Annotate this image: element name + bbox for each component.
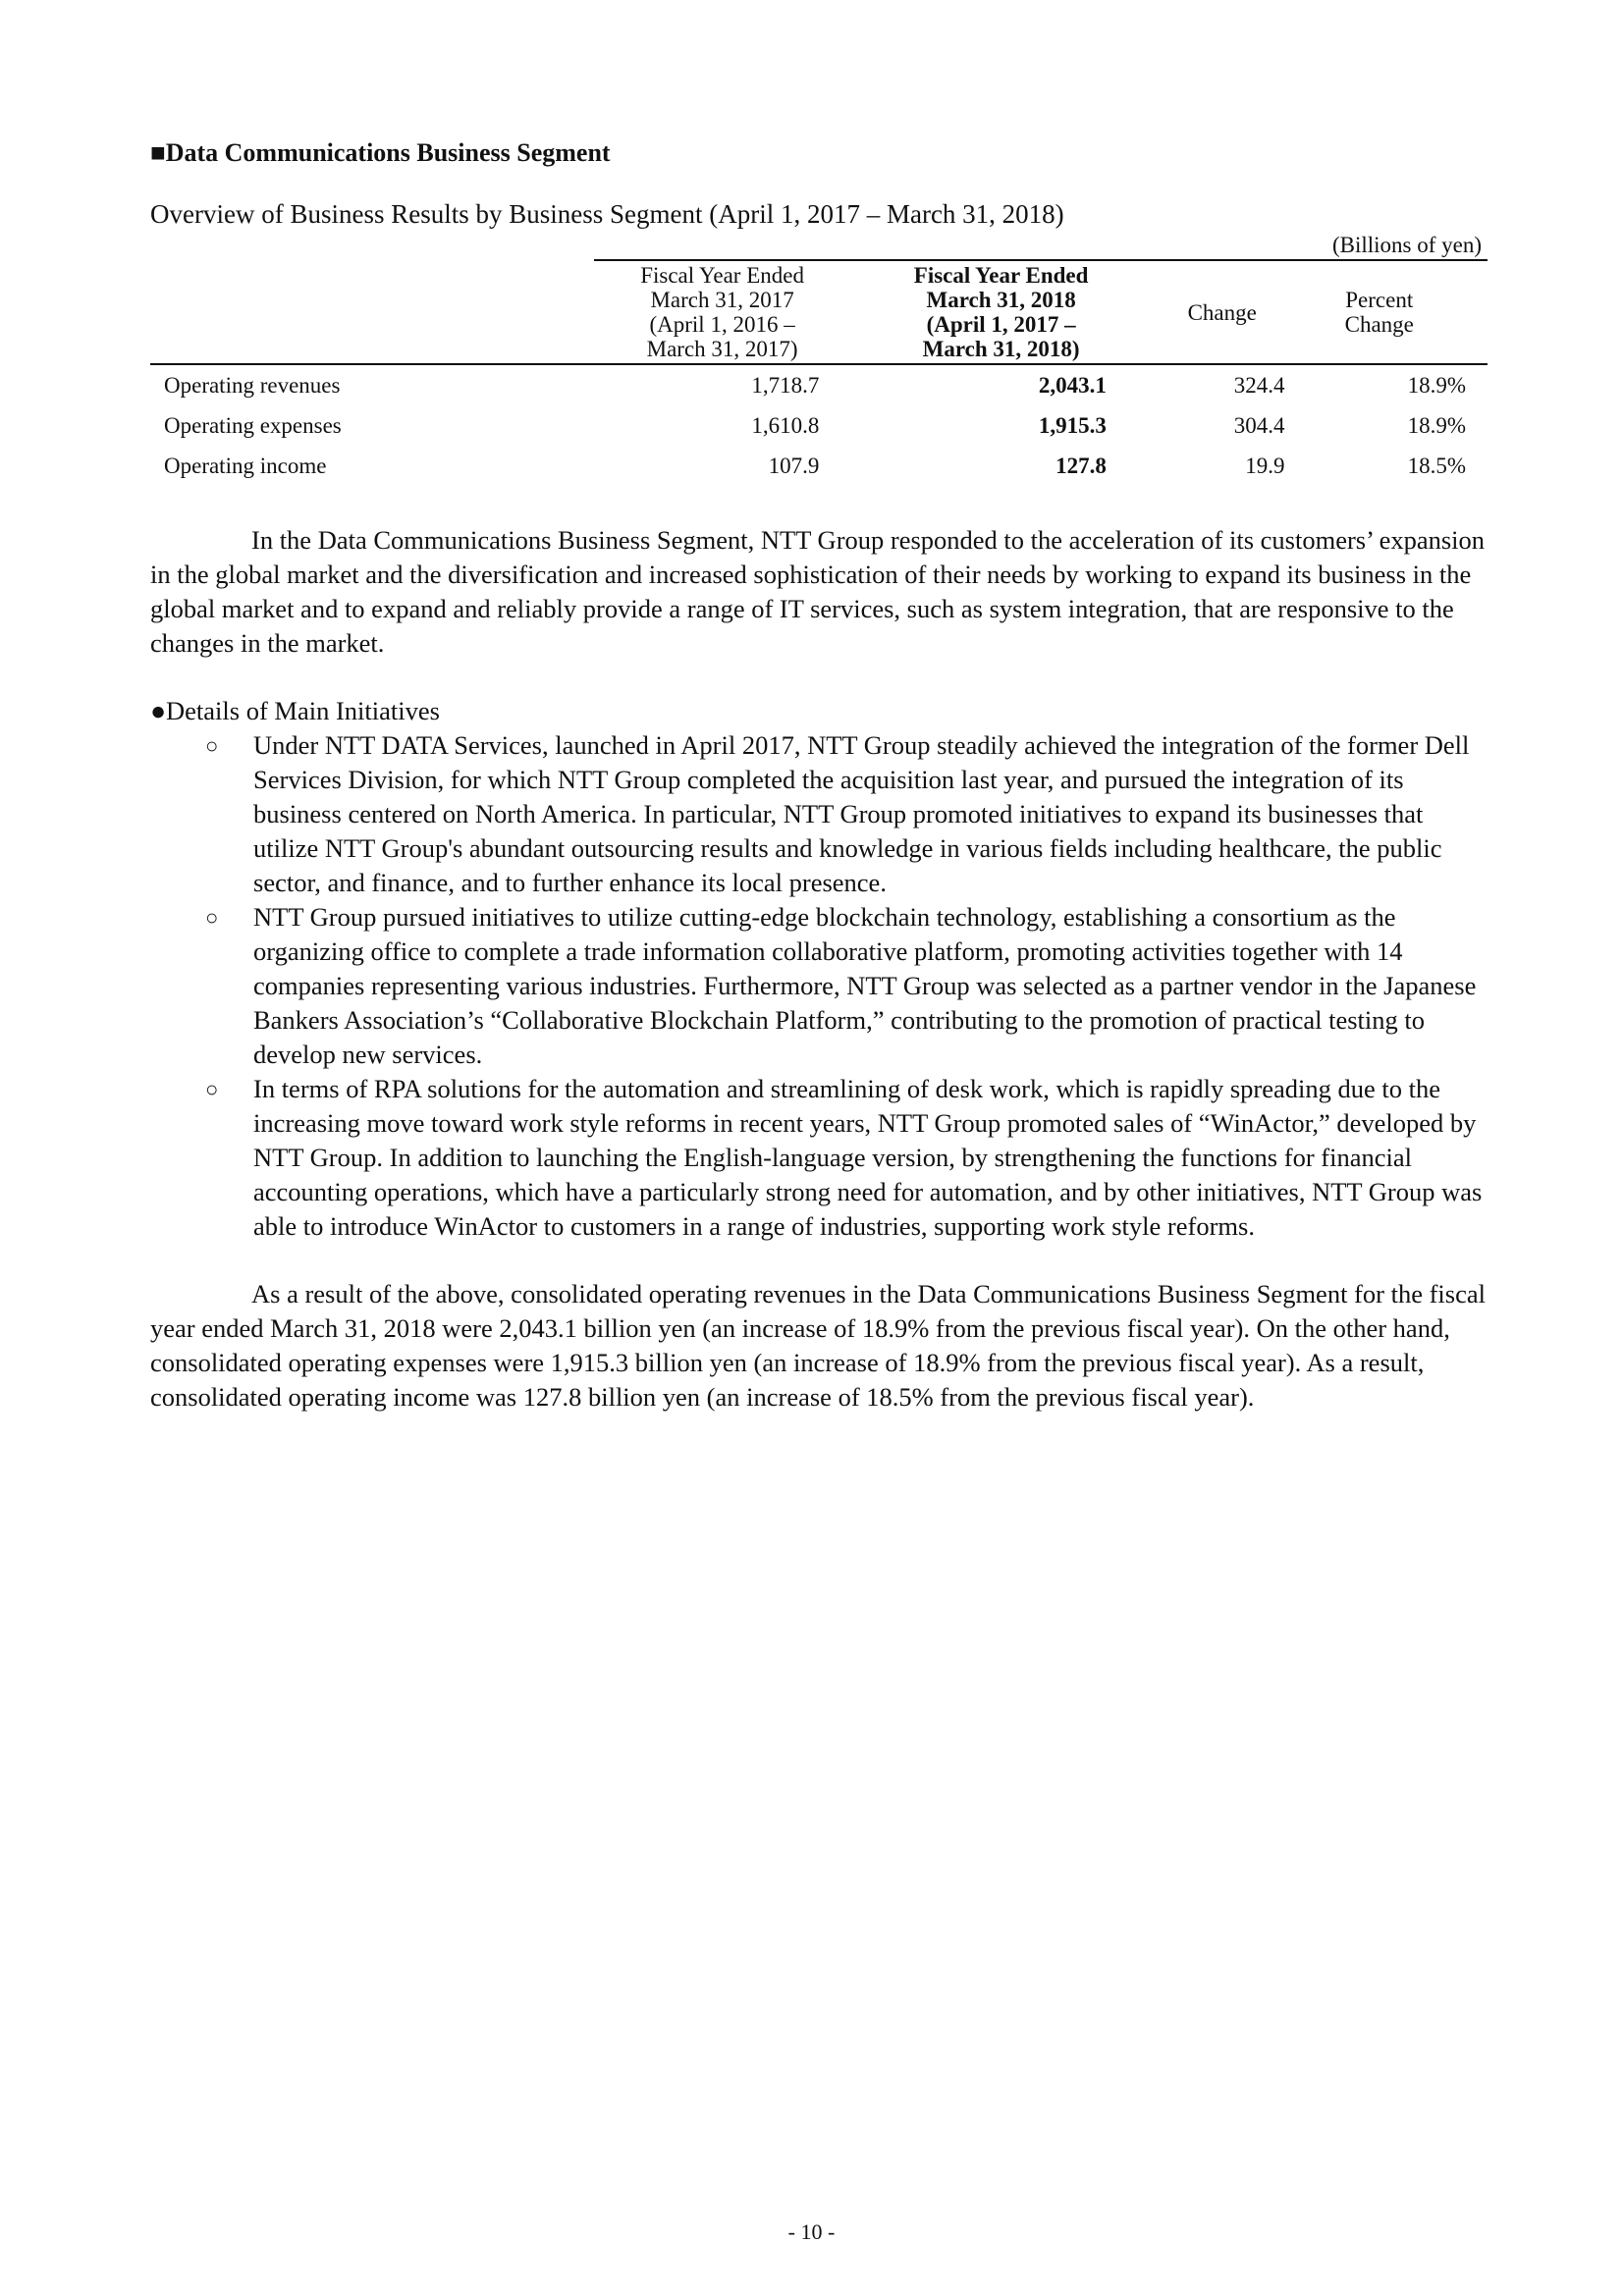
table-row [150, 405, 1488, 446]
initiatives-list [150, 728, 1486, 1244]
results-table [150, 259, 1488, 486]
header-fy2018-line: March 31, 2018 [926, 288, 1076, 312]
header-percent-line: Percent [1345, 288, 1414, 312]
section-title: ■Data Communications Business Segment [150, 138, 611, 167]
header-fy2018 [850, 260, 1152, 364]
intro-paragraph: In the Data Communications Business Segment, NTT Group responded to the acceleration of its customers’ expansion in the global market and the diversification and increased sophistication of their needs by working to expand its business in the global market and to expand and reliably provide a range of IT services, such as system integration, that are responsive to the changes in the market. [150, 525, 1486, 658]
cell-percent: 18.5% [1407, 453, 1466, 478]
cell-change: 304.4 [1233, 412, 1285, 438]
cell-fy2017: 107.9 [768, 453, 820, 478]
header-percent-change [1293, 260, 1488, 364]
cell-fy2018: 2,043.1 [1038, 372, 1107, 398]
header-fy2017 [594, 260, 851, 364]
table-caption: Overview of Business Results by Business Segment (April 1, 2017 – March 31, 2018) [150, 199, 1064, 229]
header-fy2018-line: Fiscal Year Ended [913, 263, 1089, 288]
table-header-row [150, 260, 1488, 364]
table-row [150, 446, 1488, 486]
header-fy2017-line: March 31, 2017 [650, 288, 794, 312]
table-row [150, 364, 1488, 405]
result-paragraph: As a result of the above, consolidated operating revenues in the Data Communications Business Segment for the fiscal year ended March 31, 2018 were 2,043.1 billion yen (an increase of 18.9% from the previous fiscal year). On the other hand, consolidated operating expenses were 1,915.3 billion yen (an increase of 18.9% from the previous fiscal year). As a result, consolidated operating income was 127.8 billion yen (an increase of 18.5% from the previous fiscal year). [150, 1279, 1486, 1412]
header-fy2017-line: (April 1, 2016 – [649, 312, 795, 337]
header-fy2018-line: March 31, 2018) [922, 337, 1080, 361]
list-item [150, 1072, 1486, 1244]
cell-fy2017: 1,718.7 [751, 372, 820, 398]
cell-fy2018: 1,915.3 [1038, 412, 1107, 438]
initiative-text: Under NTT DATA Services, launched in April 2017, NTT Group steadily achieved the integration of the former Dell Services Division, for which NTT Group completed the acquisition last year, and pursued the integration of its business centered on North America. In particular, NTT Group promoted initiatives to expand its businesses that utilize NTT Group's abundant outsourcing results and knowledge in various fields including healthcare, the public sector, and finance, and to further enhance its local presence. [253, 730, 1470, 897]
row-label: Operating income [164, 453, 327, 478]
details-heading: ●Details of Main Initiatives [150, 696, 440, 725]
cell-fy2018: 127.8 [1055, 453, 1107, 478]
header-fy2017-line: March 31, 2017) [646, 337, 798, 361]
circle-bullet-icon: ○ [205, 1077, 219, 1101]
cell-percent: 18.9% [1407, 372, 1466, 398]
header-blank [150, 260, 594, 364]
circle-bullet-icon: ○ [205, 733, 219, 758]
list-item [150, 900, 1486, 1072]
initiative-text: NTT Group pursued initiatives to utilize cutting-edge blockchain technology, establishing a consortium as the organizing office to complete a trade information collaborative platform, promoting activities together with 14 companies representing various industries. Furthermore, NTT Group was selected as a partner vendor in the Japanese Bankers Association’s “Collaborative Blockchain Platform,” contributing to the promotion of practical testing to develop new services. [253, 902, 1477, 1069]
document-page [150, 135, 1486, 1415]
header-fy2017-line: Fiscal Year Ended [640, 263, 804, 288]
cell-change: 324.4 [1233, 372, 1285, 398]
initiative-text: In terms of RPA solutions for the automation and streamlining of desk work, which is rapidly spreading due to the increasing move toward work style reforms in recent years, NTT Group promoted sales of “WinActor,” developed by NTT Group. In addition to launching the English-language version, by strengthening the functions for financial accounting operations, which have a particularly strong need for automation, and by other initiatives, NTT Group was able to introduce WinActor to customers in a range of industries, supporting work style reforms. [253, 1074, 1483, 1241]
cell-change: 19.9 [1245, 453, 1285, 478]
units-note: (Billions of yen) [1331, 233, 1482, 257]
header-percent-line: Change [1344, 312, 1414, 337]
header-fy2018-line: (April 1, 2017 – [926, 312, 1076, 337]
row-label: Operating expenses [164, 412, 342, 438]
cell-percent: 18.9% [1407, 412, 1466, 438]
circle-bullet-icon: ○ [205, 905, 219, 930]
row-label: Operating revenues [164, 372, 341, 398]
cell-fy2017: 1,610.8 [751, 412, 820, 438]
header-change-label: Change [1187, 299, 1257, 325]
list-item [150, 728, 1486, 900]
page-number: - 10 - [787, 2219, 836, 2244]
header-change [1152, 260, 1293, 364]
